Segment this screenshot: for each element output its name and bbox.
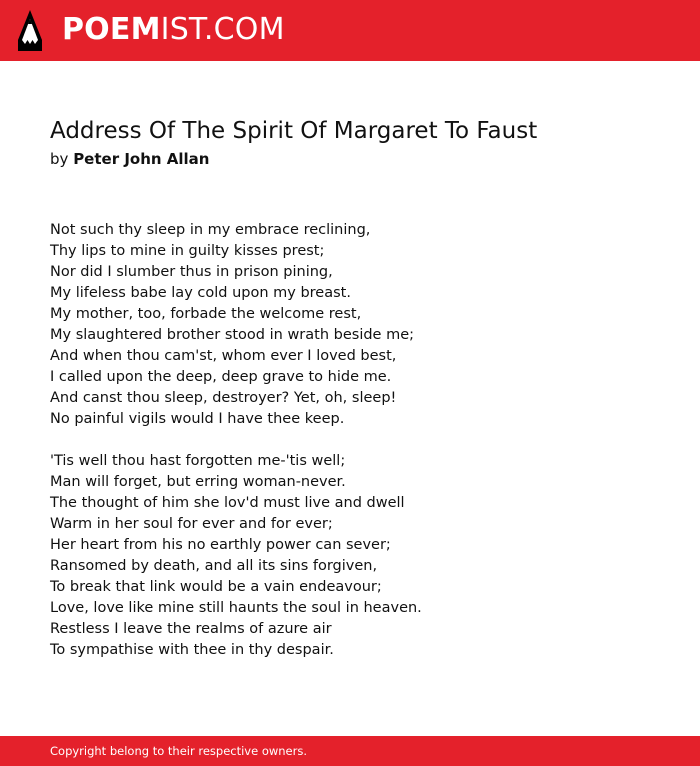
poem-content [50,116,660,682]
poem-line: I called upon the deep, deep grave to hide me. [50,369,392,385]
poem-body [50,220,660,661]
poem-title: Address Of The Spirit Of Margaret To Faust [50,118,538,144]
poem-line: The thought of him she lov'd must live and dwell [50,495,405,511]
poem-line: My mother, too, forbade the welcome rest, [50,306,362,322]
poem-line: Warm in her soul for ever and for ever; [50,516,333,532]
poem-line: My lifeless babe lay cold upon my breast. [50,285,351,301]
site-header [0,0,700,61]
copyright-text: Copyright belong to their respective owners. [50,744,308,758]
poem-line: Thy lips to mine in guilty kisses prest; [50,243,325,259]
stanza [50,220,660,430]
author-name: Peter John Allan [73,150,210,168]
poem-line: No painful vigils would I have thee keep. [50,411,345,427]
poem-line: Love, love like mine still haunts the soul in heaven. [50,600,422,616]
by-label: by [50,150,69,168]
poem-line: Nor did I slumber thus in prison pining, [50,264,333,280]
poem-line: My slaughtered brother stood in wrath beside me; [50,327,415,343]
site-footer [0,736,700,766]
poem-line: Man will forget, but erring woman-never. [50,474,346,490]
poem-line: To sympathise with thee in thy despair. [50,642,334,658]
logo-text-bold: POEM [62,12,161,47]
pencil-tip-icon[interactable] [17,9,43,52]
poem-line: Her heart from his no earthly power can sever; [50,537,391,553]
poem-line: Ransomed by death, and all its sins forgiven, [50,558,378,574]
site-logo[interactable] [62,12,285,48]
poem-line: To break that link would be a vain endeavour; [50,579,382,595]
poem-line: 'Tis well thou hast forgotten me-'tis well; [50,453,346,469]
stanza [50,451,660,661]
logo-text-light: IST.COM [160,12,285,47]
poem-line: Not such thy sleep in my embrace reclining, [50,222,371,238]
byline [50,148,660,170]
poem-line: And canst thou sleep, destroyer? Yet, oh, sleep! [50,390,397,406]
poem-line: Restless I leave the realms of azure air [50,621,332,637]
poem-line: And when thou cam'st, whom ever I loved best, [50,348,397,364]
